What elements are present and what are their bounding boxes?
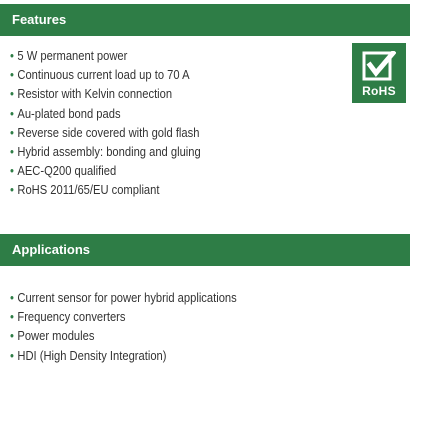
list-item: • 5 W permanent power <box>10 48 128 63</box>
list-item: • AEC-Q200 qualified <box>10 163 117 179</box>
checkmark-icon <box>362 51 396 83</box>
applications-header <box>0 234 410 266</box>
applications-list <box>10 288 237 365</box>
application-text: Power modules <box>17 328 95 344</box>
list-item: • Frequency converters <box>10 309 126 325</box>
list-item: • HDI (High Density Integration) <box>10 347 167 363</box>
list-item: • Hybrid assembly: bonding and gluing <box>10 144 201 160</box>
list-item: • Au-plated bond pads <box>10 105 121 121</box>
application-text: Frequency converters <box>17 309 126 325</box>
list-item: • Resistor with Kelvin connection <box>10 86 173 102</box>
features-list <box>10 46 201 200</box>
rohs-badge <box>352 43 406 103</box>
features-header <box>0 4 410 36</box>
feature-text: Reverse side covered with gold flash <box>17 124 200 140</box>
feature-text: AEC-Q200 qualified <box>17 163 117 179</box>
application-text: Current sensor for power hybrid applications <box>17 290 237 305</box>
feature-text: Resistor with Kelvin connection <box>17 86 173 102</box>
list-item: • RoHS 2011/65/EU compliant <box>10 182 160 198</box>
feature-text: Au-plated bond pads <box>17 105 121 121</box>
feature-text: Continuous current load up to 70 A <box>17 67 190 83</box>
list-item: • Continuous current load up to 70 A <box>10 67 190 83</box>
rohs-label: RoHS <box>362 84 396 98</box>
list-item: • Power modules <box>10 328 95 344</box>
feature-text: 5 W permanent power <box>17 48 128 63</box>
application-text: HDI (High Density Integration) <box>17 347 167 363</box>
feature-text: RoHS 2011/65/EU compliant <box>17 182 160 198</box>
features-title: Features <box>12 12 67 27</box>
feature-text: Hybrid assembly: bonding and gluing <box>17 144 201 160</box>
list-item: • Current sensor for power hybrid applications <box>10 290 237 305</box>
list-item: • Reverse side covered with gold flash <box>10 124 200 140</box>
applications-title: Applications <box>12 242 91 257</box>
